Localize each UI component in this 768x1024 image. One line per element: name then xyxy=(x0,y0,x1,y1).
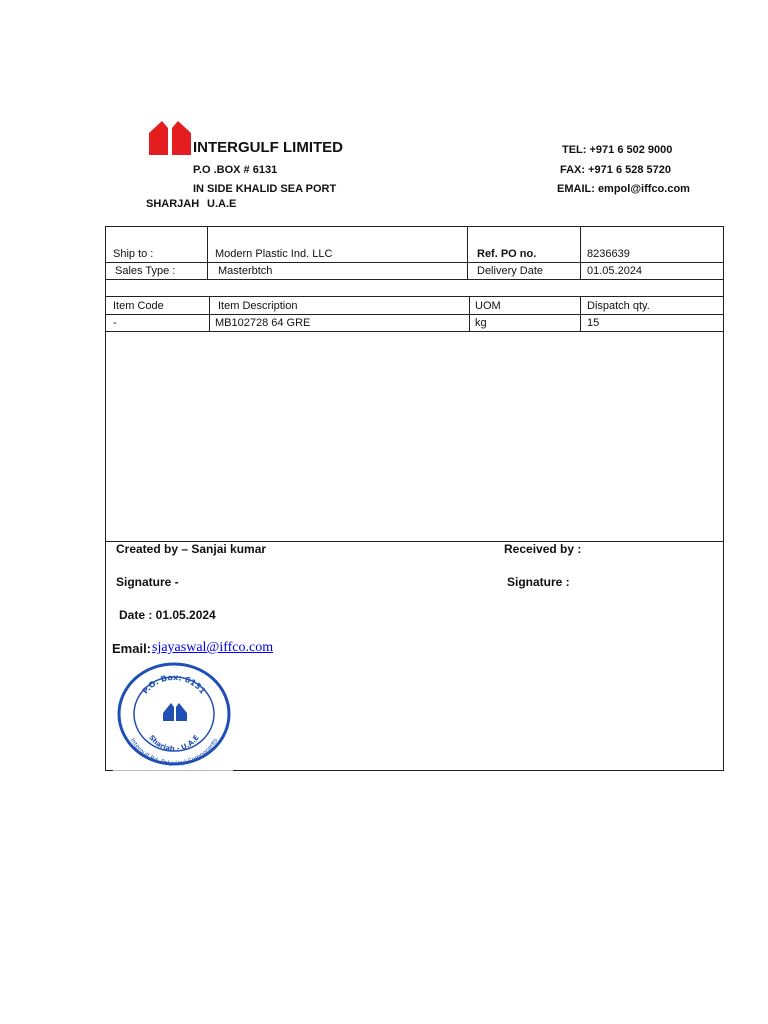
table-rule xyxy=(580,226,581,279)
table-rule xyxy=(209,296,210,331)
contact-fax: FAX: +971 6 528 5720 xyxy=(560,164,671,176)
column-header-dispatch-qty: Dispatch qty. xyxy=(587,300,650,312)
address-po-box: P.O .BOX # 6131 xyxy=(193,164,278,176)
stamp-outer-text: Intergulf Rd. Polyvinyl Components xyxy=(128,737,220,767)
column-header-uom: UOM xyxy=(475,300,501,312)
table-rule xyxy=(580,296,581,331)
table-rule xyxy=(105,314,724,315)
ship-to-value: Modern Plastic Ind. LLC xyxy=(215,248,333,260)
signature-right: Signature : xyxy=(507,575,570,589)
delivery-date-label: Delivery Date xyxy=(477,265,544,277)
table-rule xyxy=(105,296,724,297)
table-cell-dispatch-qty: 15 xyxy=(587,317,600,329)
table-cell-uom: kg xyxy=(475,317,487,329)
ship-to-label: Ship to : xyxy=(113,248,154,260)
stamp-underline xyxy=(113,770,233,771)
address-country: U.A.E xyxy=(207,198,237,210)
address-port: IN SIDE KHALID SEA PORT xyxy=(193,183,337,195)
table-cell-item-description: MB102728 64 GRE xyxy=(215,317,311,329)
stamp-top-text: P.O. Box: 6131 xyxy=(140,672,208,696)
table-rule xyxy=(105,262,724,263)
column-header-item-code: Item Code xyxy=(113,300,164,312)
company-logo-icon xyxy=(149,121,191,155)
delivery-date-value: 01.05.2024 xyxy=(587,265,643,277)
created-by: Created by – Sanjai kumar xyxy=(116,542,267,556)
company-name: INTERGULF LIMITED xyxy=(193,139,343,156)
received-by: Received by : xyxy=(504,542,582,556)
sales-type-label: Sales Type : xyxy=(115,265,176,277)
table-rule xyxy=(207,226,208,279)
table-rule xyxy=(467,226,468,279)
contact-tel: TEL: +971 6 502 9000 xyxy=(562,144,673,156)
issue-date: Date : 01.05.2024 xyxy=(119,608,216,622)
table-rule xyxy=(105,279,724,280)
table-rule xyxy=(105,331,724,332)
email-label: Email: xyxy=(112,641,152,656)
ref-po-label: Ref. PO no. xyxy=(477,248,537,260)
table-cell-item-code: - xyxy=(113,317,117,329)
table-rule xyxy=(469,296,470,331)
signature-left: Signature - xyxy=(116,575,179,589)
stamp-bottom-text: Sharjah - U.A.E xyxy=(147,733,201,754)
svg-text:P.O. Box: 6131 xyxy=(141,673,208,696)
ref-po-value: 8236639 xyxy=(587,248,630,260)
email-link[interactable]: sjayaswal@iffco.com xyxy=(152,640,274,655)
svg-text:Sharjah - U.A.E xyxy=(147,734,201,753)
address-city: SHARJAH xyxy=(146,198,200,210)
company-stamp-icon xyxy=(116,661,232,767)
contact-email: EMAIL: empol@iffco.com xyxy=(557,183,690,195)
sales-type-value: Masterbtch xyxy=(218,265,273,277)
column-header-item-description: Item Description xyxy=(218,300,298,312)
